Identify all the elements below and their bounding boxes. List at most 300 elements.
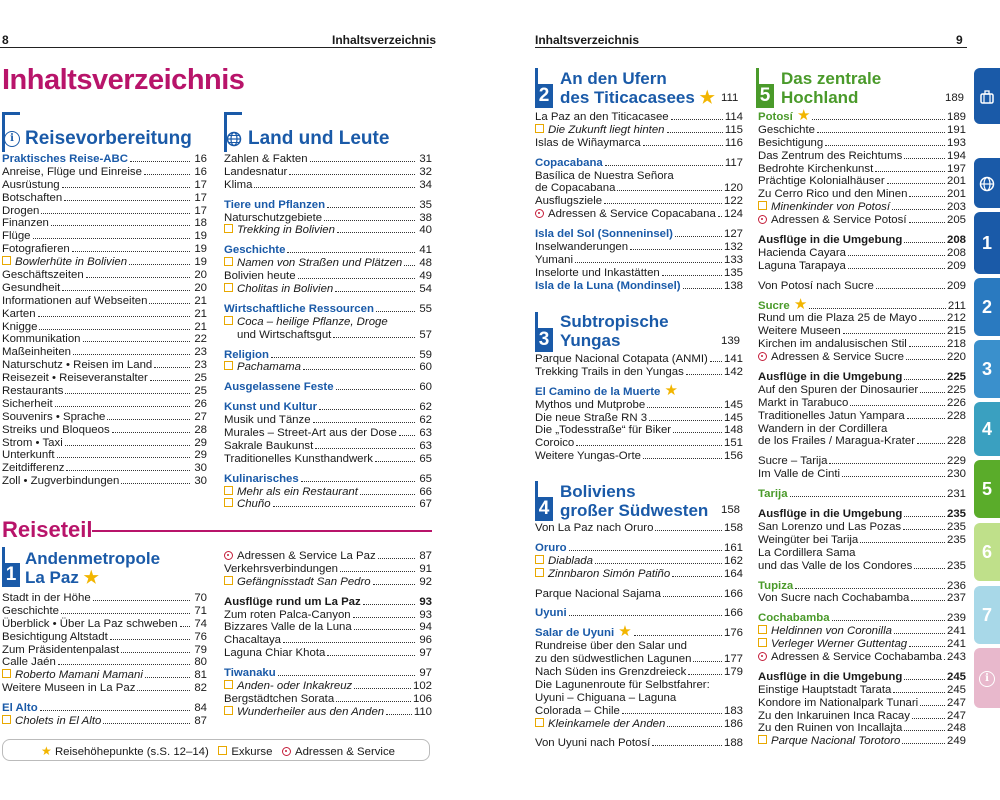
toc-entry[interactable] [224,316,432,329]
toc-hochland [758,107,966,748]
toc-entry[interactable] [224,361,432,374]
toc-entry[interactable] [758,188,966,201]
toc-entry[interactable] [535,241,743,254]
adressen-icon [535,209,544,218]
leader-dots [595,563,722,564]
toc-entry[interactable] [535,267,743,280]
toc-page-number: 164 [723,567,743,580]
toc-entry-title: Nach Süden ins Grenzdreieck [535,666,687,679]
exkurs-icon [224,498,233,507]
toc-entry[interactable] [535,718,743,731]
toc-entry[interactable] [224,680,432,693]
toc-entry[interactable] [224,647,432,660]
toc-page-number: 166 [723,607,743,620]
chapter-page-3: 139 [721,335,741,347]
toc-entry-title: Geschichte [758,123,815,136]
leader-dots [663,596,722,597]
toc-entry-title: Tupiza [758,579,794,592]
toc-page-number: 135 [723,266,743,279]
toc-entry-title: Mythos und Mutprobe [535,398,646,411]
toc-entry-title: Besichtigung [758,136,824,149]
toc-entry[interactable] [535,399,743,412]
toc-entry[interactable] [758,722,966,735]
toc-entry[interactable] [758,547,966,560]
toc-entry[interactable] [535,228,743,241]
toc-page-number: 158 [723,522,743,534]
leader-dots [130,161,190,162]
chapter-tab-5[interactable]: 5 [974,460,1000,518]
toc-entry[interactable] [2,217,207,230]
toc-page-number: 25 [194,372,207,385]
toc-entry[interactable] [535,555,743,568]
star-icon: ★ [41,744,52,758]
toc-entry[interactable] [535,254,743,267]
toc-entry[interactable] [2,269,207,282]
toc-entry[interactable] [535,653,743,666]
chapter-page-5: 189 [945,92,965,104]
leader-dots [887,183,945,184]
toc-entry-title: Informationen auf Webseiten [2,294,148,307]
toc-entry[interactable] [758,638,966,651]
leader-dots [180,626,190,627]
toc-entry[interactable] [758,397,966,410]
toc-entry[interactable] [2,256,207,269]
toc-entry[interactable] [758,410,966,423]
toc-entry-title: Geschichte [224,244,286,257]
toc-entry[interactable] [758,488,966,501]
toc-entry[interactable] [758,338,966,351]
toc-entry[interactable] [224,329,432,342]
leader-dots [667,132,723,133]
toc-page-number: 235 [946,520,966,533]
toc-entry[interactable] [2,702,207,715]
toc-page-number: 21 [194,294,207,307]
toc-entry[interactable] [224,381,432,394]
toc-page-number: 248 [946,722,966,735]
toc-entry[interactable] [224,440,432,453]
toc-entry[interactable] [224,270,432,283]
toc-entry[interactable] [758,671,966,684]
toc-entry-title: Hacienda Cayara [758,246,847,259]
toc-entry[interactable] [535,640,743,653]
toc-entry-title: Zeitdifferenz [2,462,65,475]
leader-dots [327,207,415,208]
toc-entry[interactable] [2,475,207,488]
exkurs-icon [758,638,767,647]
toc-entry[interactable] [758,150,966,163]
toc-page-number: 16 [194,165,207,178]
toc-entry[interactable] [2,715,207,728]
leader-dots [649,420,722,421]
toc-entry-title: Souvenirs • Sprache [2,410,106,423]
toc-entry-title: Religion [224,348,269,361]
toc-entry[interactable] [535,366,743,379]
adressen-icon [282,747,291,756]
toc-entry[interactable] [224,257,432,270]
toc-entry[interactable] [224,199,432,212]
toc-entry[interactable] [2,385,207,398]
leader-dots [920,705,945,706]
exkurs-icon [2,669,11,678]
leader-dots [917,443,945,444]
toc-entry[interactable] [2,618,207,631]
toc-entry-title: Zu den Ruinen von Incallajta [758,722,903,735]
toc-page-number: 16 [194,153,207,165]
toc-entry[interactable] [758,247,966,260]
chapter-tab-7[interactable]: 7 [974,586,1000,644]
toc-entry-title: Kleinkamele der Anden [548,717,666,730]
toc-entry[interactable] [758,612,966,625]
toc-entry[interactable] [224,349,432,362]
toc-entry[interactable] [758,163,966,176]
toc-entry[interactable] [758,124,966,137]
toc-entry-title: Naturschutz • Reisen im Land [2,359,153,372]
toc-entry-title: Uyuni [535,607,567,620]
toc-page-number: 201 [946,175,966,188]
toc-entry[interactable] [224,473,432,486]
toc-entry-title: Streiks und Bloqueos [2,423,110,436]
toc-entry[interactable] [224,401,432,414]
toc-entry[interactable] [535,666,743,679]
adressen-icon [224,551,233,560]
toc-page-number: 161 [723,541,743,554]
toc-page-number: 110 [413,705,432,718]
spacer [758,481,966,488]
toc-entry[interactable] [224,693,432,706]
toc-entry[interactable] [2,243,207,256]
toc-entry[interactable] [2,631,207,644]
toc-entry[interactable] [224,453,432,466]
chapter-number-3: 3 [535,328,553,352]
toc-entry[interactable] [758,735,966,748]
toc-entry[interactable] [224,563,432,576]
toc-page-number: 21 [194,307,207,320]
toc-entry[interactable] [535,607,743,620]
leader-dots [675,236,722,237]
toc-entry[interactable] [758,280,966,293]
toc-entry[interactable] [535,170,743,183]
toc-entry[interactable] [535,737,743,750]
leader-dots [40,710,190,711]
toc-entry[interactable] [758,534,966,547]
toc-entry[interactable] [758,592,966,605]
toc-entry-title: Chuño [237,498,271,511]
toc-entry[interactable] [2,359,207,372]
toc-entry[interactable] [224,179,432,192]
toc-entry-title: Restaurants [2,385,64,398]
toc-page-number: 59 [419,348,432,361]
toc-entry[interactable] [224,486,432,499]
toc-entry[interactable] [2,179,207,192]
leader-dots [404,265,415,266]
leader-dots [569,615,722,616]
toc-page-number: 87 [419,550,432,562]
toc-entry[interactable] [535,623,743,641]
toc-page-number: 145 [723,411,743,424]
toc-page-number: 62 [419,401,432,414]
toc-entry[interactable] [758,137,966,150]
star-icon: ★ [614,623,632,641]
toc-entry[interactable] [224,576,432,589]
exkurs-icon [535,568,544,577]
toc-entry[interactable] [758,521,966,534]
leader-dots [647,407,722,408]
exkurs-icon [224,486,233,495]
toc-entry[interactable] [758,508,966,521]
toc-entry[interactable] [535,522,743,535]
toc-entry[interactable] [2,205,207,218]
toc-entry[interactable] [535,424,743,437]
toc-entry-title: Fotografieren [2,243,70,256]
toc-entry[interactable] [224,609,432,622]
toc-entry[interactable] [758,312,966,325]
info-icon: i [979,671,995,687]
toc-page-number: 241 [946,625,966,638]
toc-entry[interactable] [758,468,966,481]
toc-page-number: 148 [723,424,743,437]
exkurs-icon [758,735,767,744]
toc-entry[interactable] [535,280,743,293]
toc-entry[interactable] [2,372,207,385]
toc-entry[interactable] [535,353,743,366]
toc-entry[interactable] [224,153,432,166]
toc-entry[interactable] [224,166,432,179]
toc-entry[interactable] [2,424,207,437]
tab-luggage-icon[interactable] [974,68,1000,124]
toc-entry-title: Weingüter bei Tarija [758,533,859,546]
toc-entry[interactable] [224,283,432,296]
toc-entry[interactable] [758,214,966,227]
toc-page-number: 116 [724,136,743,149]
toc-page-number: 220 [946,351,966,364]
toc-entry[interactable] [758,260,966,273]
toc-entry-title: Im Valle de Cinti [758,468,841,481]
toc-entry[interactable] [224,224,432,237]
toc-entry[interactable] [2,398,207,411]
chapter-tab-1[interactable]: 1 [974,212,1000,274]
toc-entry[interactable] [224,244,432,257]
toc-entry[interactable] [535,124,743,137]
chapter-tab-4[interactable]: 4 [974,402,1000,456]
toc-entry[interactable] [2,682,207,695]
toc-entry-title: Sucre [758,299,790,312]
toc-entry[interactable] [2,437,207,450]
leader-dots [335,291,415,292]
toc-page-number: 245 [946,683,966,696]
toc-entry[interactable] [224,706,432,719]
leader-dots [919,320,945,321]
toc-entry-title: Maßeinheiten [2,346,72,359]
toc-entry[interactable] [2,592,207,605]
toc-entry[interactable] [758,560,966,573]
toc-entry[interactable] [535,111,743,124]
toc-entry[interactable] [224,667,432,680]
exkurs-icon [2,256,11,265]
toc-entry-title: Sicherheit [2,397,53,410]
toc-entry[interactable] [535,568,743,581]
leader-dots [354,629,415,630]
toc-entry[interactable] [224,427,432,440]
toc-entry-title: Adressen & Service Sucre [771,351,904,364]
toc-entry[interactable] [535,157,743,170]
leader-dots [848,268,945,269]
toc-entry[interactable] [758,697,966,710]
toc-page-number: 237 [946,592,966,605]
toc-page-number: 211 [947,299,966,312]
toc-entry[interactable] [535,137,743,150]
toc-entry[interactable] [535,437,743,450]
leader-dots [944,659,945,660]
toc-page-number: 34 [419,178,432,191]
toc-entry-title: Islas de Wiñaymarca [535,136,641,149]
toc-entry[interactable] [2,153,207,166]
toc-entry[interactable] [224,303,432,316]
toc-entry[interactable] [535,705,743,718]
toc-page-number: 209 [946,259,966,272]
toc-entry[interactable] [758,580,966,593]
toc-entry[interactable] [2,295,207,308]
toc-entry-title: El Camino de la Muerte [535,385,661,398]
leader-dots [278,675,415,676]
toc-entry[interactable] [758,201,966,214]
left-running-title: Inhaltsverzeichnis [332,33,437,47]
toc-entry[interactable] [758,295,966,313]
toc-entry-title: Weitere Museen in La Paz [2,682,136,695]
toc-page-number: 215 [946,325,966,338]
toc-entry[interactable] [758,351,966,364]
tab-info-icon[interactable] [974,648,1000,708]
toc-entry-title: Yumani [535,253,573,266]
leader-dots [154,367,190,368]
leader-dots [271,357,415,358]
leader-dots [64,200,190,201]
leader-dots [354,688,411,689]
toc-entry[interactable] [224,414,432,427]
toc-entry[interactable] [758,423,966,436]
toc-entry[interactable] [758,651,966,664]
toc-entry-title: Rund um die Plaza 25 de Mayo [758,312,917,325]
toc-entry-title: Bedrohte Kirchenkunst [758,162,874,175]
legend-exkurse: Exkurse [231,746,273,758]
toc-entry-title: Kulinarisches [224,472,299,485]
toc-page-number: 19 [194,230,207,243]
toc-entry[interactable] [2,644,207,657]
toc-page-number: 209 [946,279,966,292]
toc-entry[interactable] [535,195,743,208]
toc-entry[interactable] [758,234,966,247]
toc-entry[interactable] [2,449,207,462]
toc-entry-title: Ausflugsziele [535,195,603,208]
leader-dots [904,242,945,243]
toc-entry-title: Cholitas in Bolivien [237,283,334,296]
toc-entry[interactable] [2,166,207,179]
leader-dots [904,379,945,380]
toc-entry[interactable] [535,208,743,221]
toc-page-number: 177 [723,653,743,666]
toc-entry[interactable] [2,308,207,321]
toc-entry[interactable] [758,107,966,124]
toc-entry[interactable] [535,450,743,463]
toc-page-number: 17 [194,191,207,204]
toc-entry[interactable] [535,692,743,705]
toc-page-number: 17 [194,204,207,217]
toc-entry[interactable] [758,325,966,338]
toc-page-number: 67 [419,498,432,511]
toc-page-number: 197 [946,162,966,175]
toc-page-number: 191 [946,123,966,136]
leader-dots [310,161,415,162]
toc-page-number: 179 [723,666,743,679]
toc-entry-title: Mehr als ein Restaurant [237,485,358,498]
toc-entry[interactable] [535,679,743,692]
toc-page-number: 247 [946,696,966,709]
toc-page-number: 239 [946,612,966,625]
toc-entry[interactable] [2,669,207,682]
toc-entry[interactable] [224,634,432,647]
toc-entry[interactable] [2,346,207,359]
chapter-tab-3[interactable]: 3 [974,340,1000,398]
leader-dots [790,496,945,497]
toc-entry-title: Wandern in der Cordillera [758,422,888,435]
toc-entry[interactable] [758,455,966,468]
toc-entry[interactable] [2,192,207,205]
toc-page-number: 245 [946,670,966,683]
chapter-tab-6[interactable]: 6 [974,523,1000,581]
toc-entry[interactable] [224,596,432,609]
toc-entry[interactable] [2,230,207,243]
toc-entry[interactable] [758,435,966,448]
leader-dots [630,249,722,250]
toc-entry[interactable] [2,462,207,475]
adressen-icon [758,652,767,661]
toc-page-number: 188 [723,737,743,750]
toc-entry[interactable] [535,381,743,399]
toc-entry[interactable] [535,412,743,425]
toc-page-number: 235 [946,508,966,521]
toc-entry[interactable] [758,175,966,188]
toc-entry[interactable] [2,321,207,334]
toc-entry[interactable] [535,588,743,601]
toc-entry[interactable] [758,684,966,697]
toc-entry[interactable] [535,542,743,555]
tab-globe-icon[interactable] [974,158,1000,208]
toc-entry[interactable] [2,282,207,295]
toc-entry[interactable] [224,621,432,634]
toc-entry[interactable] [224,498,432,511]
toc-page-number: 218 [946,338,966,351]
toc-page-number: 76 [194,630,207,643]
toc-entry[interactable] [2,411,207,424]
toc-titicaca [535,111,743,293]
toc-entry[interactable] [758,371,966,384]
toc-entry-title: Die neue Straße RN 3 [535,411,648,424]
toc-page-number: 57 [419,328,432,341]
leader-dots [112,432,190,433]
toc-entry[interactable] [2,656,207,669]
chapter-page-4: 158 [721,504,741,516]
toc-entry[interactable] [758,384,966,397]
leader-dots [909,346,945,347]
toc-entry[interactable] [2,333,207,346]
toc-entry[interactable] [535,182,743,195]
toc-entry[interactable] [2,605,207,618]
toc-entry[interactable] [758,625,966,638]
toc-page-number: 79 [194,643,207,656]
toc-entry[interactable] [758,710,966,723]
chapter-tab-2[interactable]: 2 [974,278,1000,336]
toc-entry[interactable] [224,212,432,225]
toc-entry[interactable] [224,550,432,563]
